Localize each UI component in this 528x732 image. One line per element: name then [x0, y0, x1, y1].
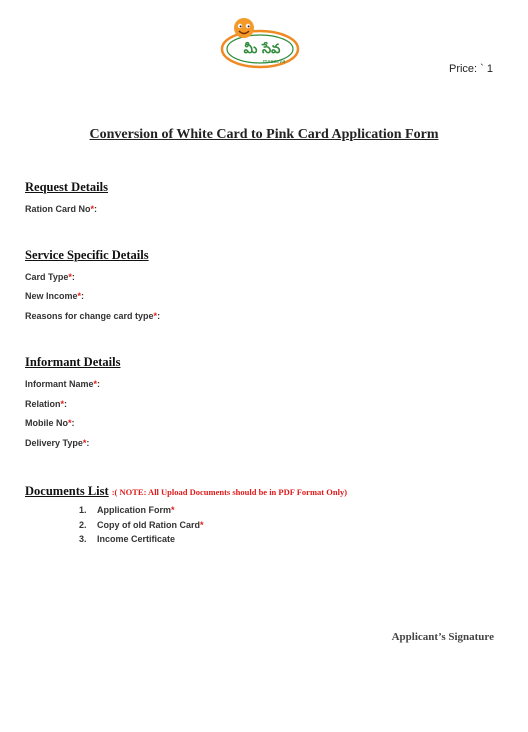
field-mobile-no: Mobile No*:: [25, 418, 75, 428]
applicant-signature-label: Applicant’s Signature: [391, 631, 494, 643]
field-new-income: New Income*:: [25, 291, 85, 301]
logo-tagline: meeseva: [262, 59, 286, 65]
field-card-type: Card Type*:: [25, 272, 75, 282]
upload-note: :( NOTE: All Upload Documents should be in PDF Format Only): [111, 487, 348, 497]
price-label: Price: ` 1: [448, 63, 493, 75]
section-documents-heading: Documents List :( NOTE: All Upload Documents should be in PDF Format Only): [25, 484, 348, 498]
section-informant-heading: Informant Details: [25, 355, 121, 369]
meeseva-logo: [218, 16, 302, 72]
list-item: 3. Income Certificate: [79, 534, 176, 545]
field-reasons-change: Reasons for change card type*:: [25, 311, 161, 321]
field-relation: Relation*:: [25, 399, 68, 409]
documents-list: [79, 505, 204, 549]
form-title: Conversion of White Card to Pink Card Application Form: [89, 127, 439, 142]
section-request-heading: Request Details: [25, 180, 108, 194]
field-informant-name: Informant Name*:: [25, 379, 101, 389]
list-item: 2. Copy of old Ration Card *: [79, 519, 204, 530]
field-ration-card-no: Ration Card No*:: [25, 204, 98, 214]
logo-text: మీ సేవ: [243, 42, 281, 57]
section-service-heading: Service Specific Details: [25, 248, 149, 262]
field-delivery-type: Delivery Type*:: [25, 438, 90, 448]
list-item: 1. Application Form *: [79, 505, 175, 515]
